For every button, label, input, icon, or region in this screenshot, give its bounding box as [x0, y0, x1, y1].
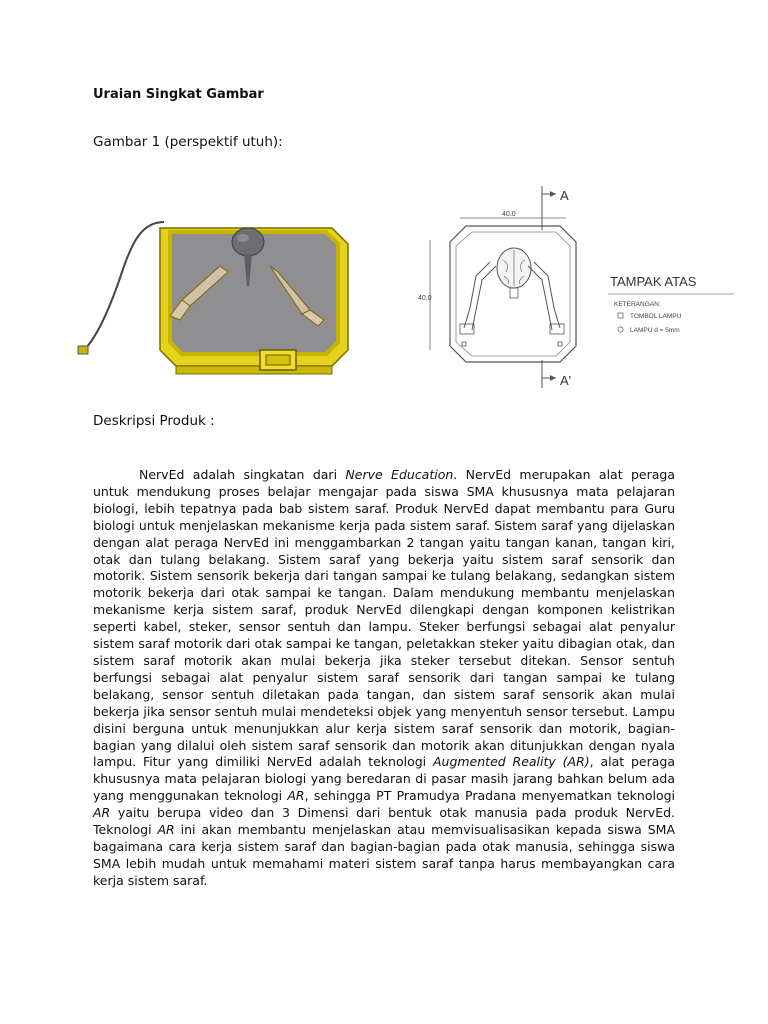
text-run: , sehingga PT Pramudya Pradana menyematkan teknologi: [304, 788, 675, 804]
text-run: , alat peraga khususnya mata pelajaran biologi yang beredaran di pasar masih jarang bahkan belum ada yang menggunakan teknologi: [93, 754, 675, 804]
text-run: . NervEd merupakan alat peraga untuk mendukung proses belajar mengajar pada siswa SMA khususnya mata pelajaran biologi, lebih tepatnya pada bab sistem saraf. Produk NervEd dapat membantu para Guru biologi untuk menjelaskan mekanisme kerja pada sistem saraf. Sistem saraf yang dijelaskan dengan alat peraga NervEd ini menggambarkan 2 tangan yaitu tangan kanan, tangan kiri, otak dan tulang belakang. Sistem saraf yang bekerja yaitu sistem saraf sensorik dan motorik. Sistem sensorik bekerja dari tangan sampai ke tulang belakang, sedangkan sistem motorik bekerja dari otak sampai ke tangan. Dalam mendukung membantu menjelaskan mekanisme kerja sistem saraf, produk NervEd dilengkapi dengan komponen kelistrikan seperti kabel, steker, sensor sentuh dan lampu. Steker berfungsi sebagai alat penyalur sistem saraf motorik dari otak sampai ke tangan, peletakkan steker yaitu dibagian otak, dan sistem saraf motorik akan mulai bekerja jika steker tersebut ditekan. Sensor sentuh berfungsi sebagai alat penyalur sistem saraf sensorik dari tangan sampai ke tulang belakang, sensor sentuh diletakan pada tangan, dan sistem saraf sensorik akan mulai bekerja jika sensor sentuh mulai mendeteksi objek yang menyentuh sensor tersebut. Lampu disini berguna untuk menunjukkan alur kerja sistem saraf sensorik dan motorik, bagian-bagian yang dilalui oleh sistem saraf sensorik dan motorik akan ditunjukkan dengan nyala lampu. Fitur yang dimiliki NervEd adalah teknologi: [93, 467, 675, 770]
italic-term: Nerve Education: [345, 467, 454, 482]
section-title: Deskripsi Produk :: [93, 413, 215, 429]
italic-term: Augmented Reality (AR): [432, 754, 590, 770]
section-mark-top: A: [560, 188, 569, 203]
section-mark-bottom: A': [560, 373, 572, 388]
legend-title: KETERANGAN:: [614, 301, 661, 308]
legend-item: LAMPU d = 5mm: [630, 327, 680, 334]
top-view-drawing: [410, 180, 740, 395]
italic-term: AR: [93, 805, 111, 821]
product-description: [93, 467, 675, 890]
figure-caption: Gambar 1 (perspektif utuh):: [93, 134, 283, 150]
text-run: yaitu berupa video dan 3 Dimensi dari bentuk otak manusia pada produk NervEd. Teknologi: [93, 805, 675, 838]
page-heading: Uraian Singkat Gambar: [93, 87, 264, 102]
italic-term: AR: [287, 788, 305, 804]
product-perspective-image: [72, 212, 362, 387]
width-dimension: 40.0: [502, 211, 516, 218]
view-title: TAMPAK ATAS: [610, 274, 697, 289]
height-dimension: 40.0: [418, 295, 432, 302]
legend-item: TOMBOL LAMPU: [630, 313, 682, 320]
text-run: ini akan membantu menjelaskan atau memvisualisasikan kepada siswa SMA bagaimana cara kerja sistem saraf dan bagian-bagian pada otak manusia, sehingga siswa SMA lebih mudah untuk memahami materi sistem saraf tanpa harus membayangkan cara kerja sistem saraf.: [93, 822, 676, 888]
text-run: NervEd adalah singkatan dari: [139, 467, 346, 482]
italic-term: AR: [157, 822, 175, 838]
